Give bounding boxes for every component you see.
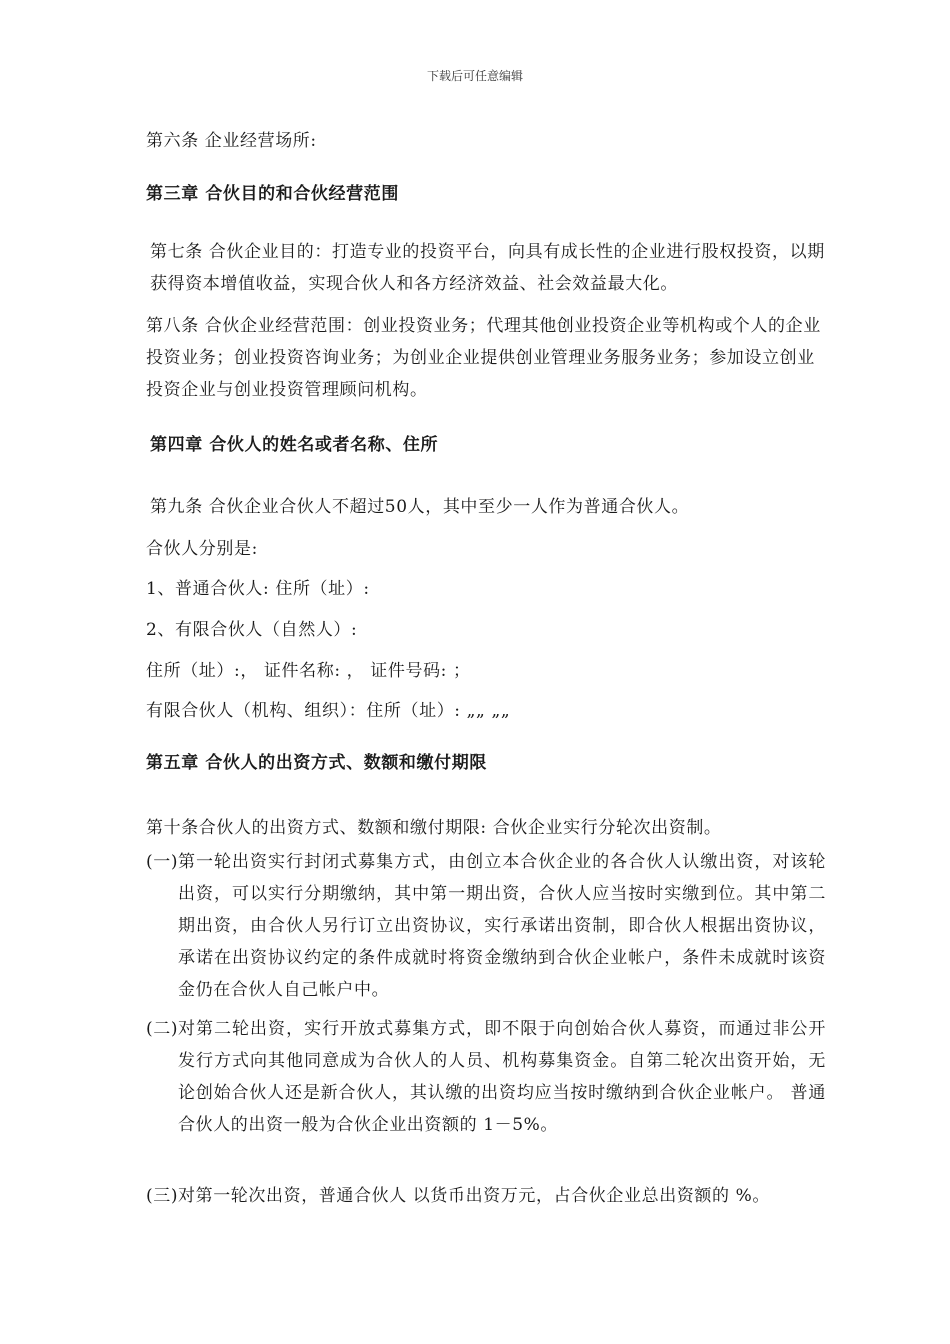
list-item (146, 846, 826, 1006)
limited-partner-org: 有限合伙人（机构、组织）：住所（址）: „„ „„ (146, 701, 511, 721)
article-9: 第九条 合伙企业合伙人不超过50人，其中至少一人作为普通合伙人。 (150, 497, 690, 517)
list-item-text: 对第二轮出资，实行开放式募集方式，即不限于向创始合伙人募资，而通过非公开发行方式向其他同意成为合伙人的人员、机构募集资金。自第二轮次出资开始，无论创始合伙人还是新合伙人，其认缴的出资均应当按时缴纳到合伙企业帐户。 普通合伙人的出资一般为合伙企业出资额的 1－5%。 (178, 1019, 826, 1135)
article-6: 第六条 企业经营场所: (146, 131, 317, 151)
list-item-number: (一) (146, 852, 179, 872)
address-line: 住所（址）:， 证件名称: ， 证件号码: ； (146, 661, 471, 681)
chapter-5-heading: 第五章 合伙人的出资方式、数额和缴付期限 (146, 753, 487, 773)
list-item (146, 1013, 826, 1141)
partner-2: 2、有限合伙人（自然人）: (146, 620, 358, 640)
list-item (146, 1180, 826, 1212)
list-item-number: (三) (146, 1186, 179, 1206)
page-header: 下载后可任意编辑 (426, 69, 523, 83)
article-10: 第十条合伙人的出资方式、数额和缴付期限: 合伙企业实行分轮次出资制。 (146, 818, 722, 838)
list-item-text: 第一轮出资实行封闭式募集方式，由创立本合伙企业的各合伙人认缴出资，对该轮出资，可以实行分期缴纳，其中第一期出资，合伙人应当按时实缴到位。其中第二期出资，由合伙人另行订立出资协议，实行承诺出资制，即合伙人根据出资协议，承诺在出资协议约定的条件成就时将资金缴纳到合伙企业帐户，条件未成就时该资金仍在合伙人自己帐户中。 (178, 852, 826, 1000)
partner-1: 1、普通合伙人: 住所（址）: (146, 579, 370, 599)
chapter-4-heading: 第四章 合伙人的姓名或者名称、住所 (150, 435, 439, 455)
list-item-number: (二) (146, 1019, 179, 1039)
article-7: 第七条 合伙企业目的：打造专业的投资平台，向具有成长性的企业进行股权投资，以期获得资本增值收益，实现合伙人和各方经济效益、社会效益最大化。 (150, 242, 825, 294)
chapter-3-heading: 第三章 合伙目的和合伙经营范围 (146, 184, 399, 204)
article-8: 第八条 合伙企业经营范围：创业投资业务；代理其他创业投资企业等机构或个人的企业投资业务；创业投资咨询业务；为创业企业提供创业管理业务服务业务；参加设立创业投资企业与创业投资管理顾问机构。 (146, 316, 821, 400)
list-item-text: 对第一轮次出资，普通合伙人 以货币出资万元，占合伙企业总出资额的 %。 (178, 1186, 770, 1206)
partners-label: 合伙人分别是: (146, 539, 258, 559)
